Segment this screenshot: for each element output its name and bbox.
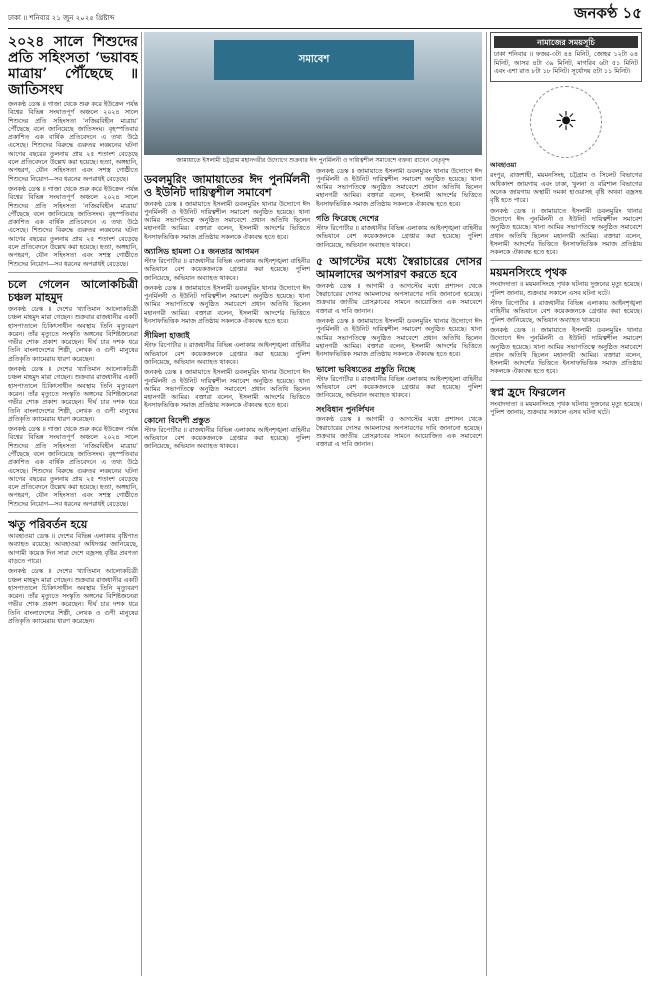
article-body: জনকণ্ঠ ডেস্ক ॥ জামায়াতে ইসলামী ডবলমুরিং থানার উদ্যোগে ঈদ পুনর্মিলনী ও ইউনিট দায়িত্বশীল সমাবেশ অনুষ্ঠিত হয়েছে। থানা আমির সভাপতিত্বে অনুষ্ঠিত সমাবেশে প্রধান অতিথি ছিলেন মহানগরী আমির। বক্তারা বলেন, ইসলামী আদর্শের ভিত্তিতে ইনসাফভিত্তিক সমাজ প্রতিষ্ঠায় সকলকে ঐক্যবদ্ধ হতে হবে। bbox=[316, 167, 482, 208]
headline-child-violence[interactable]: ২০২৪ সালে শিশুদের প্রতি সহিংসতা ‘ভয়াবহ মাত্রায়’ পৌঁছেছে ॥ জাতিসংঘ bbox=[8, 34, 138, 98]
article-body: জনকণ্ঠ ডেস্ক ॥ জামায়াতে ইসলামী ডবলমুরিং থানার উদ্যোগে ঈদ পুনর্মিলনী ও ইউনিট দায়িত্বশীল সমাবেশ অনুষ্ঠিত হয়েছে। থানা আমির সভাপতিত্বে অনুষ্ঠিত সমাবেশে প্রধান অতিথি ছিলেন মহানগরী আমির। বক্তারা বলেন, ইসলামী আদর্শের ভিত্তিতে ইনসাফভিত্তিক সমাজ প্রতিষ্ঠায় সকলকে ঐক্যবদ্ধ হতে হবে। bbox=[144, 369, 310, 410]
article-body: জনকণ্ঠ ডেস্ক ॥ জামায়াতে ইসলামী ডবলমুরিং থানার উদ্যোগে ঈদ পুনর্মিলনী ও ইউনিট দায়িত্বশীল সমাবেশ অনুষ্ঠিত হয়েছে। থানা আমির সভাপতিত্বে অনুষ্ঠিত সমাবেশে প্রধান অতিথি ছিলেন মহানগরী আমির। বক্তারা বলেন, ইসলামী আদর্শের ভিত্তিতে ইনসাফভিত্তিক সমাজ প্রতিষ্ঠায় সকলকে ঐক্যবদ্ধ হতে হবে। bbox=[490, 326, 642, 376]
article-body: জনকণ্ঠ ডেস্ক ॥ আগামী ৫ আগস্টের মধ্যে প্রশাসন থেকে স্বৈরাচারের দোসর আমলাদের অপসারণের দাবি জানানো হয়েছে। শুক্রবার জাতীয় প্রেসক্লাবের সামনে আয়োজিত এক সমাবেশে বক্তারা এ দাবি জানান। bbox=[316, 282, 482, 315]
headline-photographer[interactable]: চলে গেলেন আলোকচিত্রী চঞ্চল মাহমুদ bbox=[8, 277, 138, 304]
article-body: জনকণ্ঠ ডেস্ক ॥ জামায়াতে ইসলামী ডবলমুরিং থানার উদ্যোগে ঈদ পুনর্মিলনী ও ইউনিট দায়িত্বশীল সমাবেশ অনুষ্ঠিত হয়েছে। থানা আমির সভাপতিত্বে অনুষ্ঠিত সমাবেশে প্রধান অতিথি ছিলেন মহানগরী আমির। বক্তারা বলেন, ইসলামী আদর্শের ভিত্তিতে ইনসাফভিত্তিক সমাজ প্রতিষ্ঠায় সকলকে ঐক্যবদ্ধ হতে হবে। bbox=[490, 207, 642, 257]
headline-simila[interactable]: সীমিলা হাজাই bbox=[144, 330, 190, 341]
page-number: জনকণ্ঠ ১৫ bbox=[574, 4, 642, 22]
headline-jamaat[interactable]: ডবলমুরিং জামায়াতের ঈদ পুনর্মিলনী ও ইউনিট দায়িত্বশীল সমাবেশ bbox=[144, 172, 310, 199]
mid-col-b bbox=[316, 168, 482, 454]
headline-returned[interactable]: স্বপ্ন হ্রদে ফিরলেন bbox=[490, 385, 566, 399]
photo-caption: জামায়াতে ইসলামী চট্টগ্রাম মহানগরীর উদ্যোগে শুক্রবার ঈদ পুনর্মিলনী ও দায়িত্বশীল সমাবেশে বক্তব্য রাখেন নেতৃবৃন্দ bbox=[176, 157, 450, 164]
sun-icon: ☀ bbox=[530, 86, 602, 158]
article-body: সংবাদদাতা ॥ ময়মনসিংহে পৃথক ঘটনায় দুজনের মৃত্যু হয়েছে। পুলিশ জানায়, শুক্রবার সকালে এসব ঘটনা ঘটে। bbox=[490, 281, 642, 297]
weather-text: রংপুর, রাজশাহী, ময়মনসিংহ, চট্টগ্রাম ও সিলেট বিভাগের অধিকাংশ জায়গায় এবং ঢাকা, খুলনা ও বরিশাল বিভাগের অনেক জায়গায় অস্থায়ী দমকা হাওয়াসহ বৃষ্টি অথবা বজ্রসহ বৃষ্টি হতে পারে। bbox=[490, 172, 642, 205]
prayer-times-text: ঢাকা শনিবার ॥ ফজর-৩টা ৪৪ মিনিট, জোহর ১২টা ০৪ মিনিট, আসর ৪টা ৩৯ মিনিট, মাগরিব ৬টা ৫১ মিনিট এবং এশা রাত ৮টা ১৮ মিনিট। সূর্যোদয় ৫টা ১১ মিনিট। bbox=[494, 51, 638, 75]
article-body: জনকণ্ঠ ডেস্ক ॥ গাজা থেকে শুরু করে ইউক্রেন পর্যন্ত বিশ্বের বিভিন্ন সংঘাতপূর্ণ অঞ্চলে ২০২৪ সালে শিশুদের প্রতি সহিংসতা ‘নজিরবিহীন মাত্রায়’ পৌঁছেছে বলে জানিয়েছে জাতিসংঘ। বৃহস্পতিবার প্রকাশিত এক বার্ষিক প্রতিবেদনে এ তথ্য উঠে এসেছে। শিশুদের বিরুদ্ধে গুরুতর লঙ্ঘনের ঘটনা আগের বছরের তুলনায় প্রায় ২৫ শতাংশ বেড়েছে বলে প্রতিবেদনে উল্লেখ করা হয়েছে। হত্যা, অঙ্গহানি, অপহরণ, যৌন সহিংসতা এবং সশস্ত্র গোষ্ঠীতে শিশুদের নিয়োগ—সব ধরনের অপরাধই বেড়েছে। bbox=[8, 426, 138, 508]
headline-season[interactable]: ঋতু পরিবর্তন হয়ে bbox=[8, 518, 88, 532]
article-body: জনকণ্ঠ ডেস্ক ॥ দেশের খ্যাতিমান আলোকচিত্রী চঞ্চল মাহমুদ মারা গেছেন। শুক্রবার রাজধানীর একটি হাসপাতালে চিকিৎসাধীন অবস্থায় তিনি মৃত্যুবরণ করেন। তাঁর মৃত্যুতে সংস্কৃতি অঙ্গনের বিশিষ্টজনেরা গভীর শোক প্রকাশ করেছেন। দীর্ঘ চার দশক ধরে তিনি বাংলাদেশের শিল্পী, লেখক ও গুণী মানুষের প্রতিকৃতি ক্যামেরায় ধারণ করেছেন। bbox=[8, 568, 138, 626]
article-body: স্টাফ রিপোর্টার ॥ রাজধানীর বিভিন্ন এলাকায় আইনশৃঙ্খলা বাহিনীর অভিযানে বেশ কয়েকজনকে গ্রেপ্তার করা হয়েছে। পুলিশ জানিয়েছে, অভিযান অব্যাহত থাকবে। bbox=[490, 300, 642, 324]
article-body: স্টাফ রিপোর্টার ॥ রাজধানীর বিভিন্ন এলাকায় আইনশৃঙ্খলা বাহিনীর অভিযানে বেশ কয়েকজনকে গ্রেপ্তার করা হয়েছে। পুলিশ জানিয়েছে, অভিযান অব্যাহত থাকবে। bbox=[316, 375, 482, 400]
article-body: জনকণ্ঠ ডেস্ক ॥ আগামী ৫ আগস্টের মধ্যে প্রশাসন থেকে স্বৈরাচারের দোসর আমলাদের অপসারণের দাবি জানানো হয়েছে। শুক্রবার জাতীয় প্রেসক্লাবের সামনে আয়োজিত এক সমাবেশে বক্তারা এ দাবি জানান। bbox=[316, 416, 482, 449]
headline-constitution[interactable]: সংবিধান পুনর্লিখন bbox=[316, 404, 375, 415]
article-body: জনকণ্ঠ ডেস্ক ॥ জামায়াতে ইসলামী ডবলমুরিং থানার উদ্যোগে ঈদ পুনর্মিলনী ও ইউনিট দায়িত্বশীল সমাবেশ অনুষ্ঠিত হয়েছে। থানা আমির সভাপতিত্বে অনুষ্ঠিত সমাবেশে প্রধান অতিথি ছিলেন মহানগরী আমির। বক্তারা বলেন, ইসলামী আদর্শের ভিত্তিতে ইনসাফভিত্তিক সমাজ প্রতিষ্ঠায় সকলকে ঐক্যবদ্ধ হতে হবে। bbox=[316, 318, 482, 359]
article-body: স্টাফ রিপোর্টার ॥ রাজধানীর বিভিন্ন এলাকায় আইনশৃঙ্খলা বাহিনীর অভিযানে বেশ কয়েকজনকে গ্রেপ্তার করা হয়েছে। পুলিশ জানিয়েছে, অভিযান অব্যাহত থাকবে। bbox=[144, 257, 310, 282]
article-body: আবহাওয়া ডেস্ক ॥ দেশের বিভিন্ন এলাকায় বৃষ্টিপাত অব্যাহত রয়েছে। আবহাওয়া অধিদপ্তর জানিয়েছে, আগামী কয়েক দিন সারা দেশে বজ্রসহ বৃষ্টির প্রবণতা বাড়তে পারে। bbox=[8, 533, 138, 565]
middle-section bbox=[144, 32, 482, 976]
weather-label: আবহাওয়া bbox=[490, 162, 517, 170]
dateline: ঢাকা ॥ শনিবার ২১ জুন ২০২৫ খ্রিষ্টাব্দ bbox=[8, 14, 115, 22]
article-body: স্টাফ রিপোর্টার ॥ রাজধানীর বিভিন্ন এলাকায় আইনশৃঙ্খলা বাহিনীর অভিযানে বেশ কয়েকজনকে গ্রেপ্তার করা হয়েছে। পুলিশ জানিয়েছে, অভিযান অব্যাহত থাকবে। bbox=[316, 224, 482, 249]
column-rule bbox=[486, 32, 487, 976]
article-body: জনকণ্ঠ ডেস্ক ॥ দেশের খ্যাতিমান আলোকচিত্রী চঞ্চল মাহমুদ মারা গেছেন। শুক্রবার রাজধানীর একটি হাসপাতালে চিকিৎসাধীন অবস্থায় তিনি মৃত্যুবরণ করেন। তাঁর মৃত্যুতে সংস্কৃতি অঙ্গনের বিশিষ্টজনেরা গভীর শোক প্রকাশ করেছেন। দীর্ঘ চার দশক ধরে তিনি বাংলাদেশের শিল্পী, লেখক ও গুণী মানুষের প্রতিকৃতি ক্যামেরায় ধারণ করেছেন। bbox=[8, 366, 138, 423]
article-body: জনকণ্ঠ ডেস্ক ॥ জামায়াতে ইসলামী ডবলমুরিং থানার উদ্যোগে ঈদ পুনর্মিলনী ও ইউনিট দায়িত্বশীল সমাবেশ অনুষ্ঠিত হয়েছে। থানা আমির সভাপতিত্বে অনুষ্ঠিত সমাবেশে প্রধান অতিথি ছিলেন মহানগরী আমির। বক্তারা বলেন, ইসলামী আদর্শের ভিত্তিতে ইনসাফভিত্তিক সমাজ প্রতিষ্ঠায় সকলকে ঐক্যবদ্ধ হতে হবে। bbox=[144, 284, 310, 326]
article-body: জনকণ্ঠ ডেস্ক ॥ জামায়াতে ইসলামী ডবলমুরিং থানার উদ্যোগে ঈদ পুনর্মিলনী ও ইউনিট দায়িত্বশীল সমাবেশ অনুষ্ঠিত হয়েছে। থানা আমির সভাপতিত্বে অনুষ্ঠিত সমাবেশে প্রধান অতিথি ছিলেন মহানগরী আমির। বক্তারা বলেন, ইসলামী আদর্শের ভিত্তিতে ইনসাফভিত্তিক সমাজ প্রতিষ্ঠায় সকলকে ঐক্যবদ্ধ হতে হবে। bbox=[144, 200, 310, 241]
mid-col-a bbox=[144, 168, 310, 454]
article-body: সংবাদদাতা ॥ ময়মনসিংহে পৃথক ঘটনায় দুজনের মৃত্যু হয়েছে। পুলিশ জানায়, শুক্রবার সকালে এসব ঘটনা ঘটে। bbox=[490, 400, 642, 417]
article-body: জনকণ্ঠ ডেস্ক ॥ গাজা থেকে শুরু করে ইউক্রেন পর্যন্ত বিশ্বের বিভিন্ন সংঘাতপূর্ণ অঞ্চলে ২০২৪ সালে শিশুদের প্রতি সহিংসতা ‘নজিরবিহীন মাত্রায়’ পৌঁছেছে বলে জানিয়েছে জাতিসংঘ। বৃহস্পতিবার প্রকাশিত এক বার্ষিক প্রতিবেদনে এ তথ্য উঠে এসেছে। শিশুদের বিরুদ্ধে গুরুতর লঙ্ঘনের ঘটনা আগের বছরের তুলনায় প্রায় ২৫ শতাংশ বেড়েছে বলে প্রতিবেদনে উল্লেখ করা হয়েছে। হত্যা, অঙ্গহানি, অপহরণ, যৌন সহিংসতা এবং সশস্ত্র গোষ্ঠীতে শিশুদের নিয়োগ—সব ধরনের অপরাধই বেড়েছে। bbox=[8, 185, 138, 268]
headline-acid[interactable]: অ্যাসিড হামলা ঃ জনতার আগমন bbox=[144, 245, 260, 256]
article-body: জনকণ্ঠ ডেস্ক ॥ গাজা থেকে শুরু করে ইউক্রেন পর্যন্ত বিশ্বের বিভিন্ন সংঘাতপূর্ণ অঞ্চলে ২০২৪ সালে শিশুদের প্রতি সহিংসতা ‘নজিরবিহীন মাত্রায়’ পৌঁছেছে বলে জানিয়েছে জাতিসংঘ। বৃহস্পতিবার প্রকাশিত এক বার্ষিক প্রতিবেদনে এ তথ্য উঠে এসেছে। শিশুদের বিরুদ্ধে গুরুতর লঙ্ঘনের ঘটনা আগের বছরের তুলনায় প্রায় ২৫ শতাংশ বেড়েছে বলে প্রতিবেদনে উল্লেখ করা হয়েছে। হত্যা, অঙ্গহানি, অপহরণ, যৌন সহিংসতা এবং সশস্ত্র গোষ্ঠীতে শিশুদের নিয়োগ—সব ধরনের অপরাধই বেড়েছে। bbox=[8, 101, 138, 183]
headline-mymensingh[interactable]: ময়মনসিংহে পৃথক bbox=[490, 266, 567, 280]
right-column bbox=[490, 32, 642, 976]
headline-future[interactable]: ভালো ভবিষ্যতের প্রস্তুতি নিচ্ছে bbox=[316, 363, 416, 374]
page-header bbox=[8, 6, 642, 29]
column-rule bbox=[141, 32, 142, 976]
left-column bbox=[8, 32, 138, 976]
headline-speed[interactable]: গতি ফিরেছে দেশের bbox=[316, 212, 379, 223]
event-photo bbox=[144, 32, 482, 155]
photo-banner: সমাবেশ bbox=[214, 40, 414, 80]
prayer-times-box bbox=[490, 32, 642, 82]
article-body: জনকণ্ঠ ডেস্ক ॥ দেশের খ্যাতিমান আলোকচিত্রী চঞ্চল মাহমুদ মারা গেছেন। শুক্রবার রাজধানীর একটি হাসপাতালে চিকিৎসাধীন অবস্থায় তিনি মৃত্যুবরণ করেন। তাঁর মৃত্যুতে সংস্কৃতি অঙ্গনের বিশিষ্টজনেরা গভীর শোক প্রকাশ করেছেন। দীর্ঘ চার দশক ধরে তিনি বাংলাদেশের শিল্পী, লেখক ও গুণী মানুষের প্রতিকৃতি ক্যামেরায় ধারণ করেছেন। bbox=[8, 305, 138, 363]
headline-foreign[interactable]: কোনো বিদেশী প্রস্তুত bbox=[144, 414, 210, 425]
article-body: স্টাফ রিপোর্টার ॥ রাজধানীর বিভিন্ন এলাকায় আইনশৃঙ্খলা বাহিনীর অভিযানে বেশ কয়েকজনকে গ্রেপ্তার করা হয়েছে। পুলিশ জানিয়েছে, অভিযান অব্যাহত থাকবে। bbox=[144, 342, 310, 366]
article-body: স্টাফ রিপোর্টার ॥ রাজধানীর বিভিন্ন এলাকায় আইনশৃঙ্খলা বাহিনীর অভিযানে বেশ কয়েকজনকে গ্রেপ্তার করা হয়েছে। পুলিশ জানিয়েছে, অভিযান অব্যাহত থাকবে। bbox=[144, 426, 310, 451]
prayer-times-title: নামাজের সময়সূচি bbox=[494, 36, 638, 48]
headline-august[interactable]: ৫ আগস্টের মধ্যে স্বৈরাচারের দোসর আমলাদের অপসারণ করতে হবে bbox=[316, 254, 482, 281]
